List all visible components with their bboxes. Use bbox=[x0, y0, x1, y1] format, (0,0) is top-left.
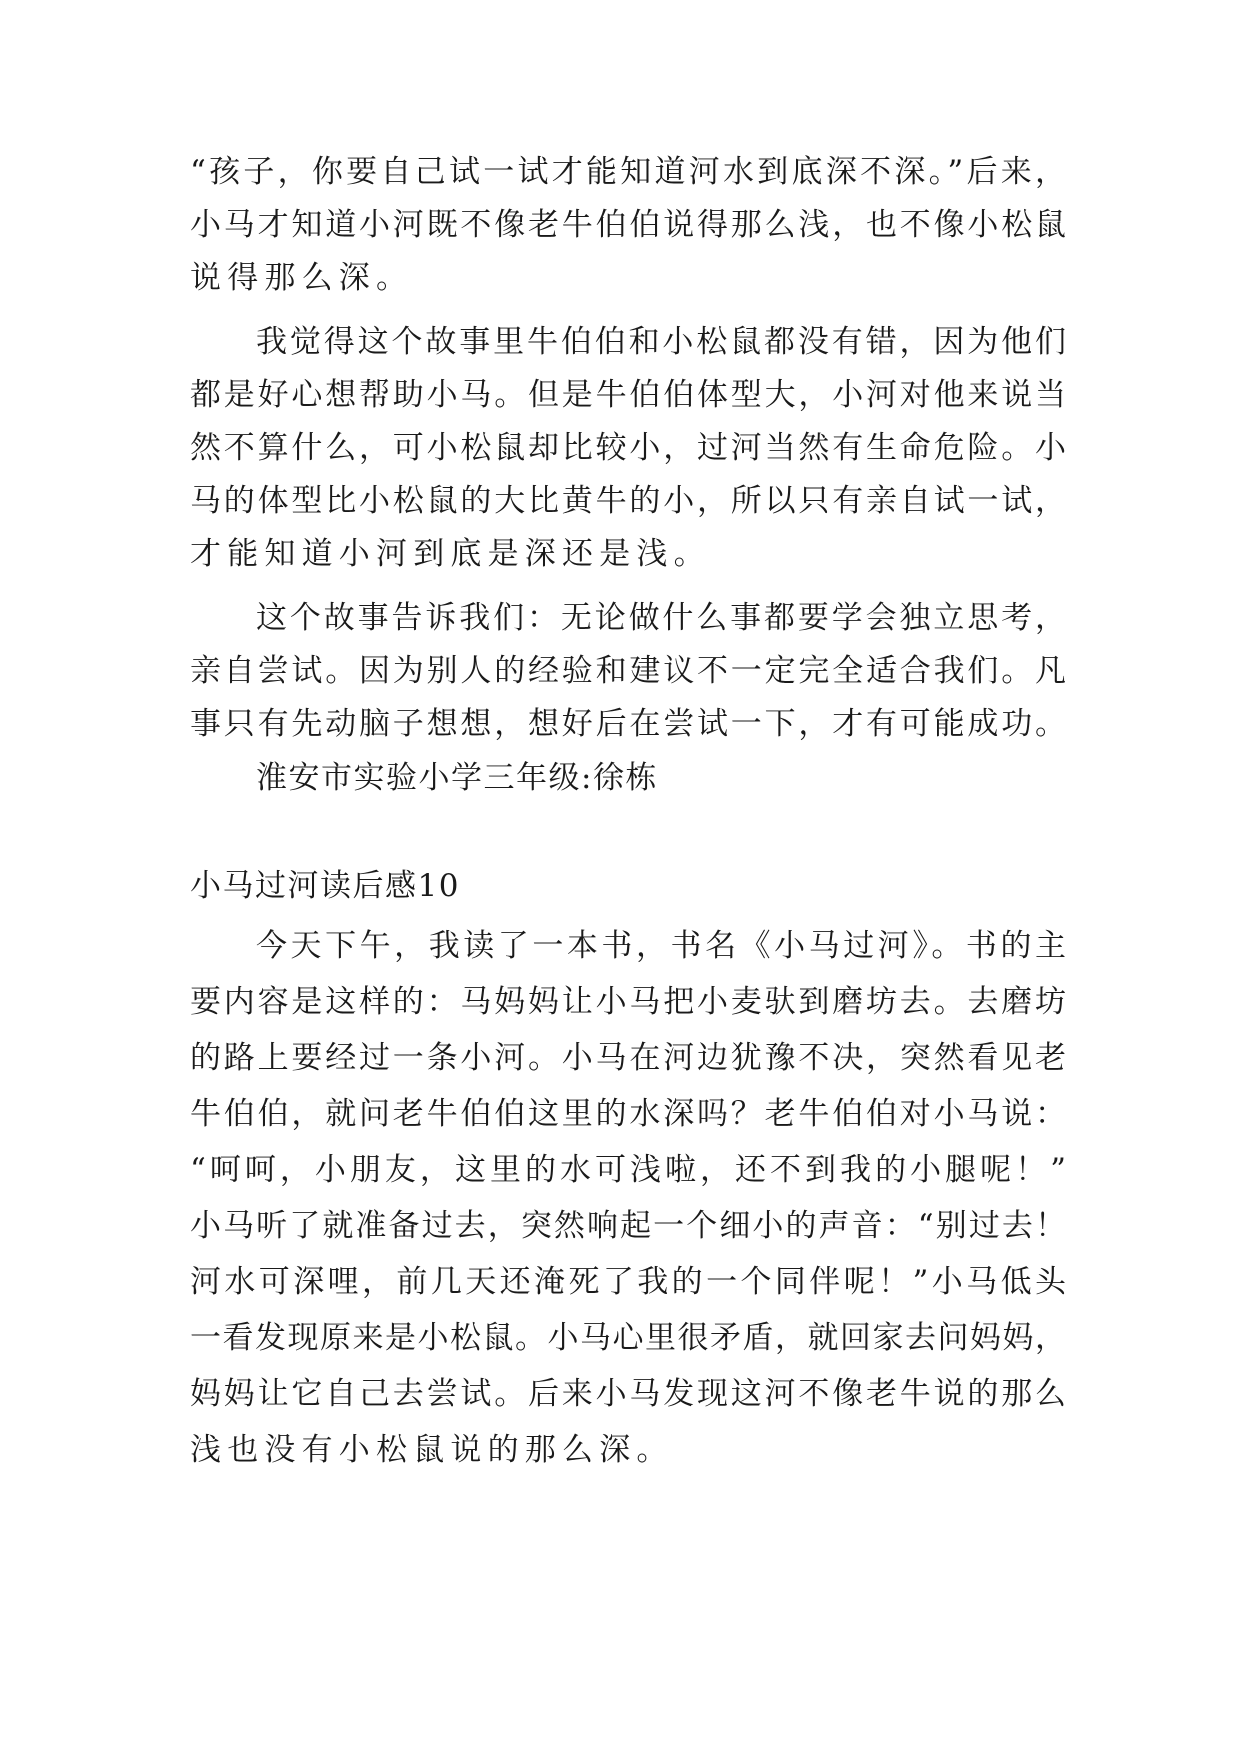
paragraph-line: 都是好心想帮助小马。但是牛伯伯体型大，小河对他来说当 bbox=[190, 377, 1066, 413]
paragraph-line: 亲自尝试。因为别人的经验和建议不一定完全适合我们。凡 bbox=[190, 653, 1066, 689]
paragraph-line: “呵呵，小朋友，这里的水可浅啦，还不到我的小腿呢！” bbox=[190, 1152, 1066, 1188]
paragraph-line: 河水可深哩，前几天还淹死了我的一个同伴呢！”小马低头 bbox=[190, 1264, 1066, 1300]
paragraph-line: 然不算什么，可小松鼠却比较小，过河当然有生命危险。小 bbox=[190, 430, 1066, 466]
paragraph-line: 妈妈让它自己去尝试。后来小马发现这河不像老牛说的那么 bbox=[190, 1376, 1066, 1412]
paragraph-line: 小马才知道小河既不像老牛伯伯说得那么浅，也不像小松鼠 bbox=[190, 207, 1066, 243]
section-title: 小马过河读后感10 bbox=[190, 868, 460, 904]
paragraph-line: 小马听了就准备过去，突然响起一个细小的声音：“别过去！ bbox=[190, 1208, 1066, 1244]
paragraph-line: 才能知道小河到底是深还是浅。 bbox=[190, 536, 711, 572]
paragraph-line: 这个故事告诉我们：无论做什么事都要学会独立思考， bbox=[256, 600, 1066, 636]
paragraph-line: 我觉得这个故事里牛伯伯和小松鼠都没有错，因为他们 bbox=[256, 324, 1066, 360]
paragraph-line: 今天下午，我读了一本书，书名《小马过河》。书的主 bbox=[256, 928, 1066, 964]
paragraph-line: 要内容是这样的：马妈妈让小马把小麦驮到磨坊去。去磨坊 bbox=[190, 984, 1066, 1020]
paragraph-line: 说得那么深。 bbox=[190, 260, 414, 296]
paragraph-line: 浅也没有小松鼠说的那么深。 bbox=[190, 1432, 674, 1468]
paragraph-line: 一看发现原来是小松鼠。小马心里很矛盾，就回家去问妈妈， bbox=[190, 1320, 1066, 1356]
paragraph-line: 的路上要经过一条小河。小马在河边犹豫不决，突然看见老 bbox=[190, 1040, 1066, 1076]
signature: 淮安市实验小学三年级:徐栋 bbox=[256, 760, 658, 796]
paragraph-line: 牛伯伯，就问老牛伯伯这里的水深吗？老牛伯伯对小马说： bbox=[190, 1096, 1066, 1132]
paragraph-line: “孩子，你要自己试一试才能知道河水到底深不深。”后来， bbox=[190, 154, 1066, 190]
paragraph-line: 马的体型比小松鼠的大比黄牛的小，所以只有亲自试一试， bbox=[190, 483, 1066, 519]
paragraph-line: 事只有先动脑子想想，想好后在尝试一下，才有可能成功。 bbox=[190, 706, 1066, 742]
